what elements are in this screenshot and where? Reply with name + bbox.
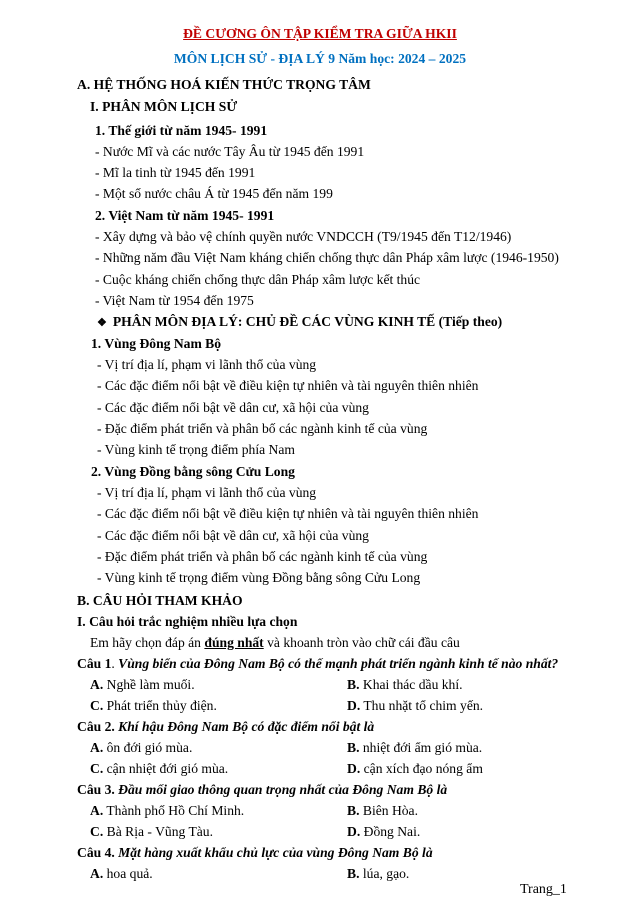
option-a [90, 676, 195, 694]
option-b [347, 676, 463, 694]
question-label: Câu 4. [77, 845, 119, 860]
option-letter: B. [347, 740, 360, 755]
option-text: Nghề làm muối. [106, 677, 195, 692]
part-history-heading: I. PHÂN MÔN LỊCH SỬ [90, 99, 238, 114]
list-item: - Vùng kinh tế trọng điểm phía Nam [97, 442, 295, 457]
option-c [90, 823, 213, 841]
option-a [90, 865, 153, 883]
option-text: Thành phố Hồ Chí Minh. [106, 803, 245, 818]
option-letter: D. [347, 698, 361, 713]
option-letter: C. [90, 761, 104, 776]
world-heading: 1. Thế giới từ năm 1945- 1991 [95, 123, 268, 138]
document-title: ĐỀ CƯƠNG ÔN TẬP KIỂM TRA GIỮA HKII [183, 26, 457, 41]
question-sep: . [111, 656, 119, 671]
option-d [347, 697, 483, 715]
list-item: - Các đặc điểm nổi bật về điều kiện tự nhiên và tài nguyên thiên nhiên [97, 378, 479, 393]
option-letter: D. [347, 824, 361, 839]
question-1 [77, 655, 558, 673]
list-item: - Các đặc điểm nổi bật về dân cư, xã hội của vùng [97, 400, 369, 415]
diamond-bullet-icon: ❖ [97, 317, 107, 329]
option-text: cận xích đạo nóng ẩm [363, 761, 483, 776]
option-letter: C. [90, 698, 104, 713]
option-text: ôn đới gió mùa. [106, 740, 193, 755]
list-item: - Vùng kinh tế trọng điểm vùng Đồng bằng sông Cửu Long [97, 570, 421, 585]
question-text: Mặt hàng xuất khẩu chủ lực của vùng Đông Nam Bộ là [118, 845, 433, 860]
option-letter: D. [347, 761, 361, 776]
question-text: Đầu mối giao thông quan trọng nhất của Đông Nam Bộ là [118, 782, 448, 797]
option-text: cận nhiệt đới gió mùa. [106, 761, 229, 776]
option-text: Biên Hòa. [362, 803, 418, 818]
option-letter: A. [90, 803, 104, 818]
list-item: - Đặc điểm phát triển và phân bố các ngành kinh tế của vùng [97, 421, 428, 436]
option-text: hoa quả. [106, 866, 153, 881]
instructions-text: và khoanh tròn vào chữ cái đầu câu [263, 635, 460, 650]
list-item: - Vị trí địa lí, phạm vi lãnh thổ của vùng [97, 485, 317, 500]
option-text: lúa, gạo. [362, 866, 410, 881]
list-item: - Đặc điểm phát triển và phân bố các ngành kinh tế của vùng [97, 549, 428, 564]
section-b-heading: B. CÂU HỎI THAM KHẢO [77, 593, 243, 608]
option-b [347, 865, 409, 883]
geography-heading-text: PHÂN MÔN ĐỊA LÝ: CHỦ ĐỀ CÁC VÙNG KINH TẾ (Tiếp theo) [112, 314, 503, 329]
question-4 [77, 844, 433, 862]
option-letter: B. [347, 677, 360, 692]
instructions [90, 634, 460, 652]
document-subtitle: MÔN LỊCH SỬ - ĐỊA LÝ 9 Năm học: 2024 – 2025 [173, 51, 467, 66]
question-text: Khí hậu Đông Nam Bộ có đặc điểm nổi bật là [118, 719, 375, 734]
question-3 [77, 781, 447, 799]
option-letter: A. [90, 740, 104, 755]
list-item: - Một số nước châu Á từ 1945 đến năm 199 [95, 186, 333, 201]
question-label: Câu 2. [77, 719, 119, 734]
option-c [90, 760, 228, 778]
instructions-text: Em hãy chọn đáp án [90, 635, 205, 650]
geography-heading [97, 313, 502, 332]
list-item: - Vị trí địa lí, phạm vi lãnh thổ của vùng [97, 357, 317, 372]
page-number: Trang_1 [520, 882, 567, 897]
multiple-choice-heading: I. Câu hỏi trắc nghiệm nhiều lựa chọn [77, 614, 298, 629]
region-southeast-heading: 1. Vùng Đông Nam Bộ [91, 336, 222, 351]
option-letter: B. [347, 803, 360, 818]
vietnam-heading: 2. Việt Nam từ năm 1945- 1991 [95, 208, 275, 223]
option-text: Khai thác dầu khí. [362, 677, 463, 692]
option-d [347, 823, 420, 841]
question-label: Câu 1 [77, 656, 112, 671]
option-a [90, 802, 244, 820]
list-item: - Mĩ la tinh từ 1945 đến 1991 [95, 165, 256, 180]
option-b [347, 802, 418, 820]
list-item: - Những năm đầu Việt Nam kháng chiến chống thực dân Pháp xâm lược (1946-1950) [95, 250, 559, 265]
list-item: - Cuộc kháng chiến chống thực dân Pháp xâm lược kết thúc [95, 272, 421, 287]
option-d [347, 760, 483, 778]
list-item: - Nước Mĩ và các nước Tây Âu từ 1945 đến 1991 [95, 144, 365, 159]
list-item: - Các đặc điểm nổi bật về điều kiện tự nhiên và tài nguyên thiên nhiên [97, 506, 479, 521]
option-c [90, 697, 217, 715]
section-a-heading: A. HỆ THỐNG HOÁ KIẾN THỨC TRỌNG TÂM [77, 77, 371, 92]
option-b [347, 739, 482, 757]
option-letter: A. [90, 677, 104, 692]
option-text: Thu nhặt tổ chim yến. [363, 698, 484, 713]
question-label: Câu 3. [77, 782, 119, 797]
question-text: Vùng biển của Đông Nam Bộ có thế mạnh phát triển ngành kinh tế nào nhất? [118, 656, 559, 671]
option-text: nhiệt đới ẩm gió mùa. [362, 740, 483, 755]
option-a [90, 739, 192, 757]
option-letter: A. [90, 866, 104, 881]
option-text: Phát triển thủy điện. [106, 698, 217, 713]
option-letter: C. [90, 824, 104, 839]
question-2 [77, 718, 374, 736]
list-item: - Việt Nam từ 1954 đến 1975 [95, 293, 254, 308]
region-mekong-heading: 2. Vùng Đồng bằng sông Cửu Long [91, 464, 295, 479]
instructions-emphasis: đúng nhất [204, 635, 264, 650]
option-text: Bà Rịa - Vũng Tàu. [106, 824, 213, 839]
list-item: - Xây dựng và bảo vệ chính quyền nước VNDCCH (T9/1945 đến T12/1946) [95, 229, 512, 244]
option-text: Đồng Nai. [363, 824, 421, 839]
option-letter: B. [347, 866, 360, 881]
list-item: - Các đặc điểm nổi bật về dân cư, xã hội của vùng [97, 528, 369, 543]
